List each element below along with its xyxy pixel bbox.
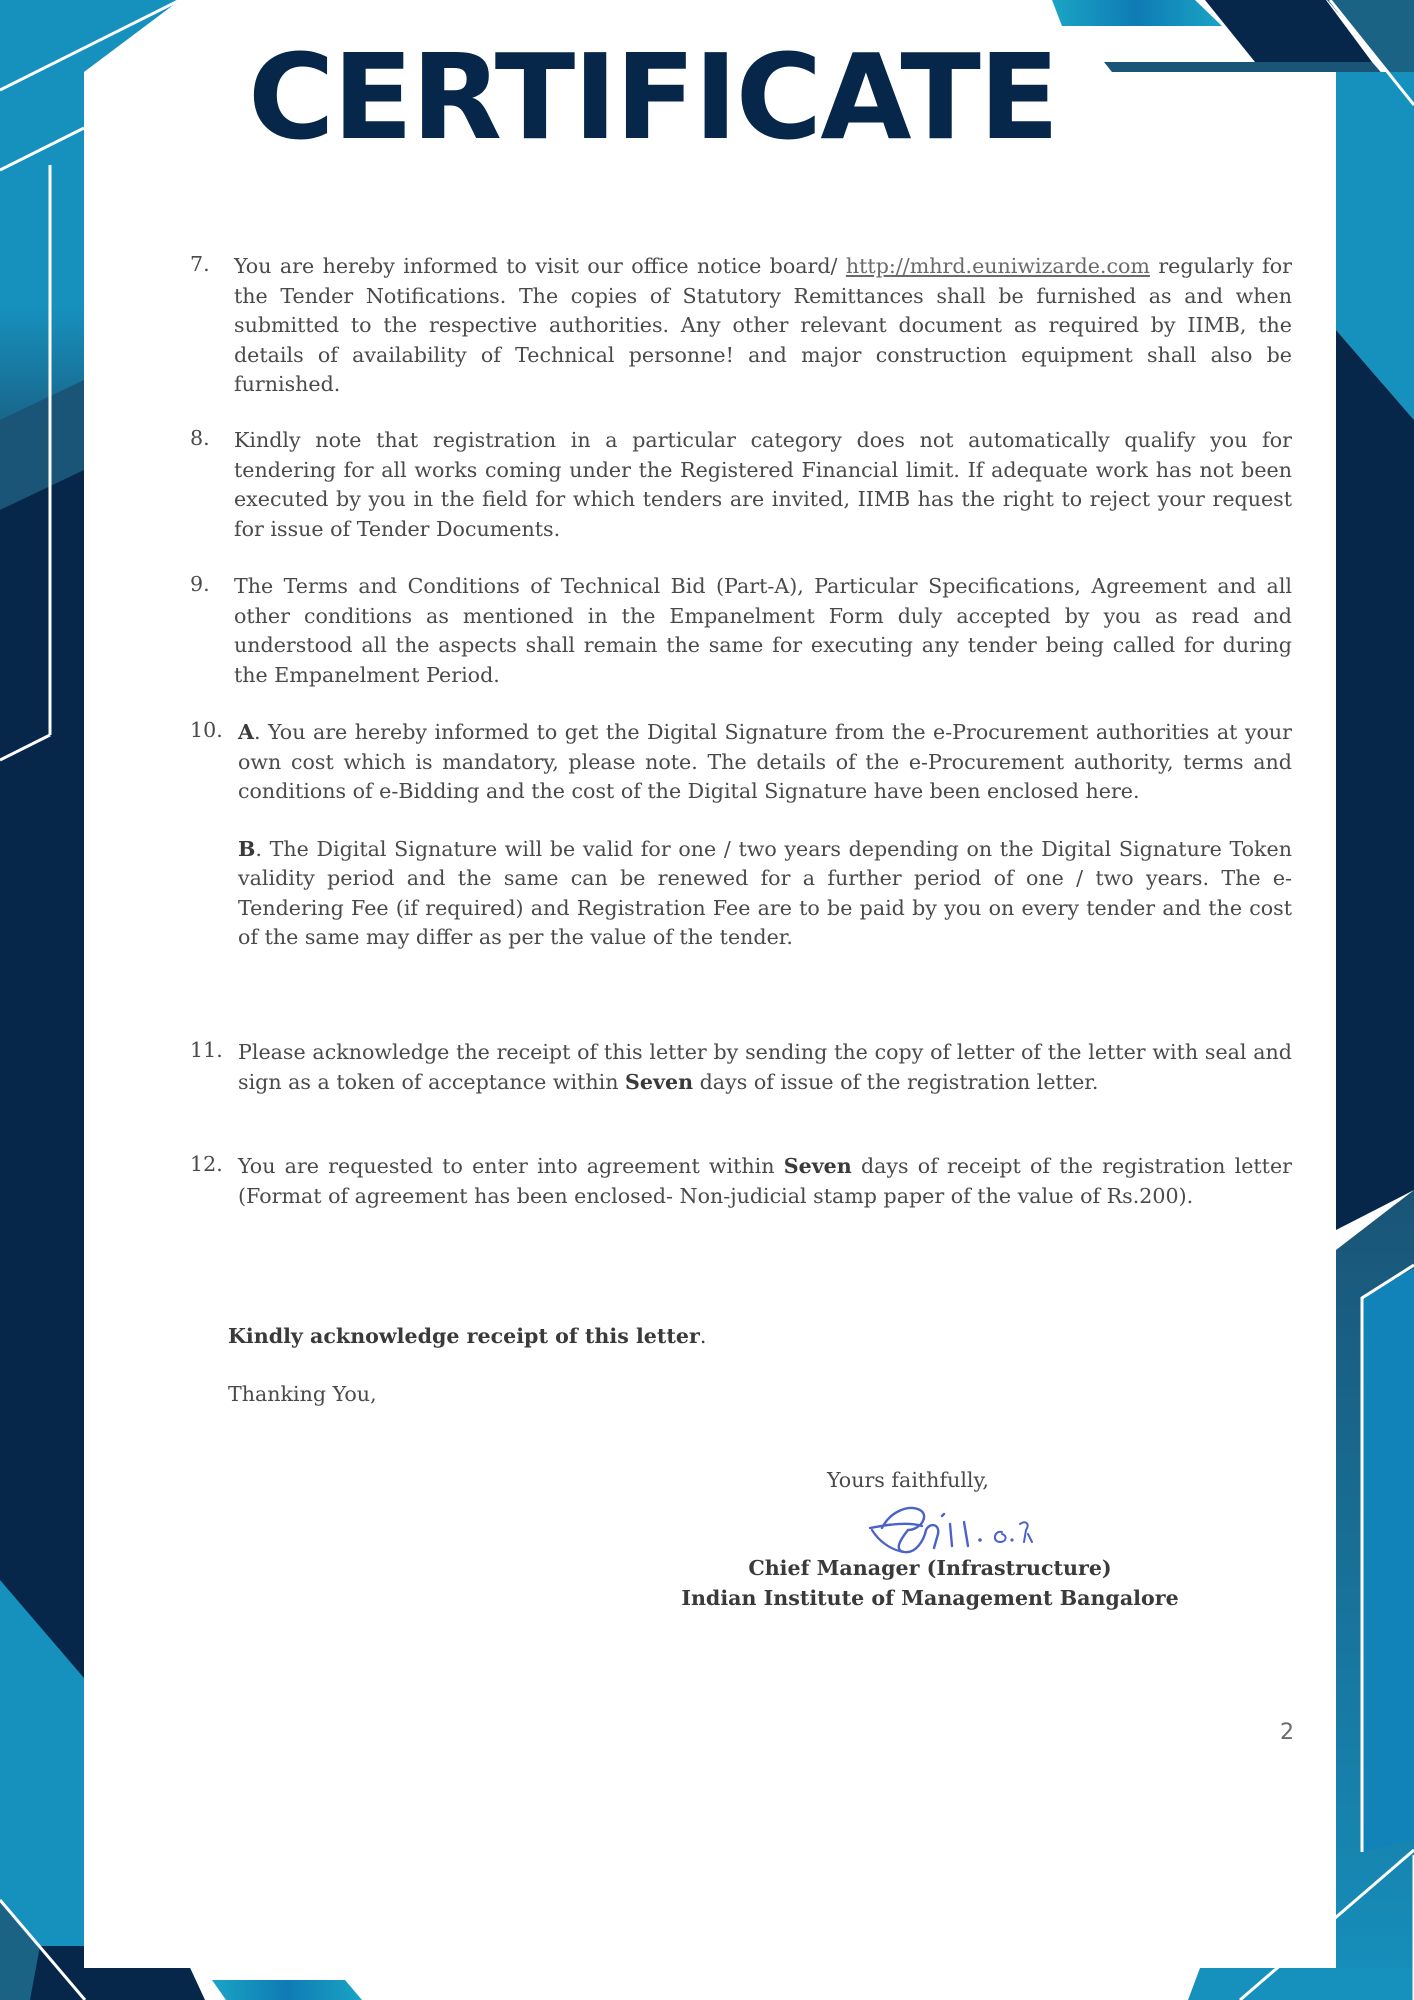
part-b-label: B (238, 836, 256, 861)
clause-text: regularly for the Tender Notifications. The copies of Statutory Remittances shall be furnished as and when submitted to the respective authorities. Any other relevant document as required by IIMB, the details of availability of Technical personne! and major construction equipment shall also be furnished. (234, 254, 1292, 396)
clause-number: 7. (190, 252, 210, 276)
frame-bottom-blue (212, 1980, 362, 2000)
page-number: 2 (1280, 1720, 1294, 1745)
clause-bold: Seven (783, 1154, 852, 1178)
thanking-line: Thanking You, (228, 1382, 377, 1406)
signature (860, 1500, 1120, 1560)
clause-text-lead: Please acknowledge the receipt of this letter by sending the copy of letter of the letter with seal and sign as a token of acceptance within (238, 1040, 1292, 1094)
clause-text-lead: You are requested to enter into agreement within (238, 1154, 784, 1178)
yours-faithfully: Yours faithfully, (827, 1468, 989, 1492)
part-b-text: . The Digital Signature will be valid for one / two years depending on the Digital Signature Token validity period and the same can be renewed for a further period of one / two years. The e-Tendering Fee (if required) and Registration Fee are to be paid by you on every tender and the cost of the same may differ as per the value of the tender. (238, 836, 1292, 949)
clause-8 (190, 426, 1292, 544)
clause-number: 12. (190, 1152, 223, 1176)
clause-9 (190, 572, 1292, 690)
frame-right-blue-lower (1362, 1268, 1414, 1852)
clause-text-lead: You are hereby informed to visit our office notice board/ (234, 254, 846, 278)
frame-bottom-right-blue (1188, 1968, 1414, 2000)
clause-text: The Terms and Conditions of Technical Bid (Part-A), Particular Specifications, Agreement and all other conditions as mentioned in the Empanelment Form duly accepted by you as read and understood all the aspects shall remain the same for executing any tender being called for during the Empanelment Period. (234, 574, 1292, 687)
clause-7 (190, 252, 1292, 400)
certificate-title: CERTIFICATE (248, 28, 1058, 166)
acknowledge-period: . (699, 1324, 707, 1348)
acknowledge-line (228, 1324, 706, 1348)
institute-name: Indian Institute of Management Bangalore (681, 1586, 1179, 1610)
clause-bold: Seven (625, 1069, 694, 1094)
frame-top-blue (1052, 0, 1222, 26)
clause-10 (190, 718, 1292, 953)
clause-number: 9. (190, 572, 210, 596)
clause-text: days of receipt of the registration letter (Format of agreement has been enclosed- Non-judicial stamp paper of the value of Rs.200). (238, 1154, 1292, 1208)
clause-text: days of issue of the registration letter. (693, 1069, 1099, 1094)
frame-right-navy (1336, 330, 1414, 1230)
part-a-text: . You are hereby informed to get the Digital Signature from the e-Procurement authorities at your own cost which is mandatory, please note. The details of the e-Procurement authority, terms and conditions of e-Bidding and the cost of the Digital Signature have been enclosed here. (238, 720, 1292, 803)
clause-text: Kindly note that registration in a particular category does not automatically qualify you for tendering for all works coming under the Registered Financial limit. If adequate work has not been executed by you in the field for which tenders are invited, IIMB has the right to reject your request for issue of Tender Documents. (234, 428, 1292, 541)
clause-number: 10. (190, 718, 223, 742)
clause-12 (190, 1152, 1292, 1211)
part-a-label: A (238, 720, 254, 744)
clause-number: 8. (190, 426, 210, 450)
notice-board-link[interactable]: http://mhrd.euniwizarde.com (845, 254, 1150, 278)
clause-11 (190, 1038, 1292, 1097)
clause-number: 11. (190, 1038, 223, 1062)
acknowledge-text: Kindly acknowledge receipt of this letter (228, 1324, 700, 1348)
designation: Chief Manager (Infrastructure) (748, 1556, 1112, 1580)
